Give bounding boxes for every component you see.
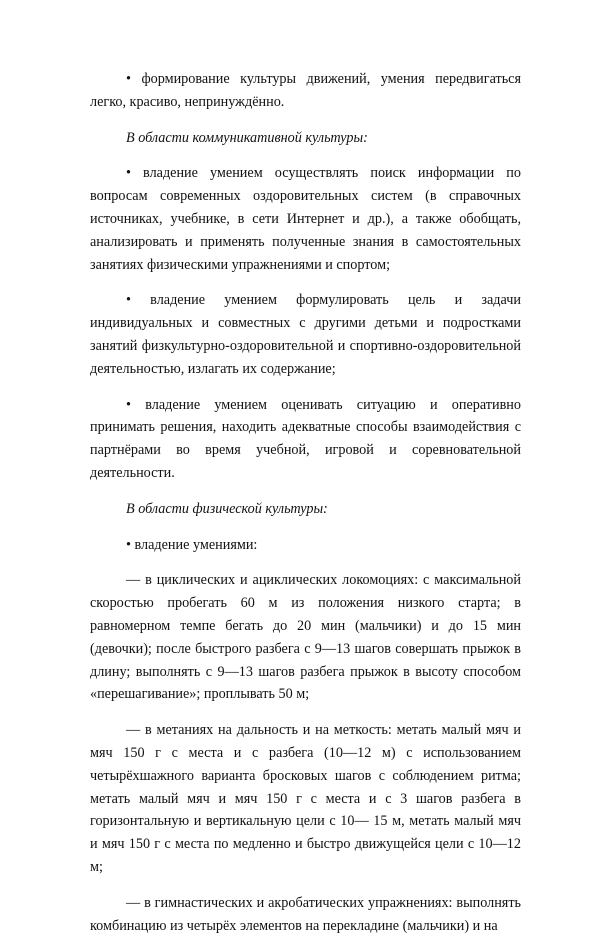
paragraph-information-search: • владение умением осуществлять поиск информации по вопросам современных оздоровительных систем (в справочных источниках, учебнике, в сети Интернет и др.), а также обобщать, анализировать и применять полученные знания в самостоятельных занятиях физическими упражнениями и спортом; bbox=[90, 165, 521, 273]
paragraph-gymnastics: — в гимнастических и акробатических упражнениях: выполнять комбинацию из четырёх элементов на перекладине (мальчики) и на bbox=[90, 894, 521, 934]
paragraph-locomotion: — в циклических и ациклических локомоциях: с максимальной скоростью пробегать 60 м из положения низкого старта; в равномерном темпе бегать до 20 мин (мальчики) и до 15 мин (девочки); после быстрого разбега с 9—13 шагов совершать прыжок в длину; выполнять с 9—13 шагов разбега прыжок в высоту способом «перешагивание»; проплывать 50 м; bbox=[90, 572, 521, 703]
paragraph-goal-setting: • владение умением формулировать цель и задачи индивидуальных и совместных с другими детьми и подростками занятий физкультурно-оздоровительной и спортивно-оздоровительной деятельностью, излагать их содержание; bbox=[90, 292, 521, 377]
heading-communicative-culture: В области коммуникативной культуры: bbox=[126, 129, 368, 146]
paragraph-throwing: — в метаниях на дальность и на меткость: метать малый мяч и мяч 150 г с места и с разбега (10—12 м) с использованием четырёхшажного варианта бросковых шагов с соблюдением ритма; метать малый мяч и мяч 150 г с места и с 3 шагов разбега в горизонтальную и вертикальную цели с 10— 15 м, метать малый мяч и мяч 150 г с места по медленно и быстро движущейся цели с 10—12 м; bbox=[90, 722, 521, 875]
paragraph-skills-intro: • владение умениями: bbox=[126, 536, 258, 553]
heading-physical-culture: В области физической культуры: bbox=[126, 500, 328, 517]
paragraph-situation-assessment: • владение умением оценивать ситуацию и оперативно принимать решения, находить адекватные способы взаимодействия с партнёрами во время учебной, игровой и соревновательной деятельности. bbox=[90, 396, 521, 481]
paragraph-movement-culture: • формирование культуры движений, умения передвигаться легко, красиво, непринуждённо. bbox=[90, 71, 521, 110]
